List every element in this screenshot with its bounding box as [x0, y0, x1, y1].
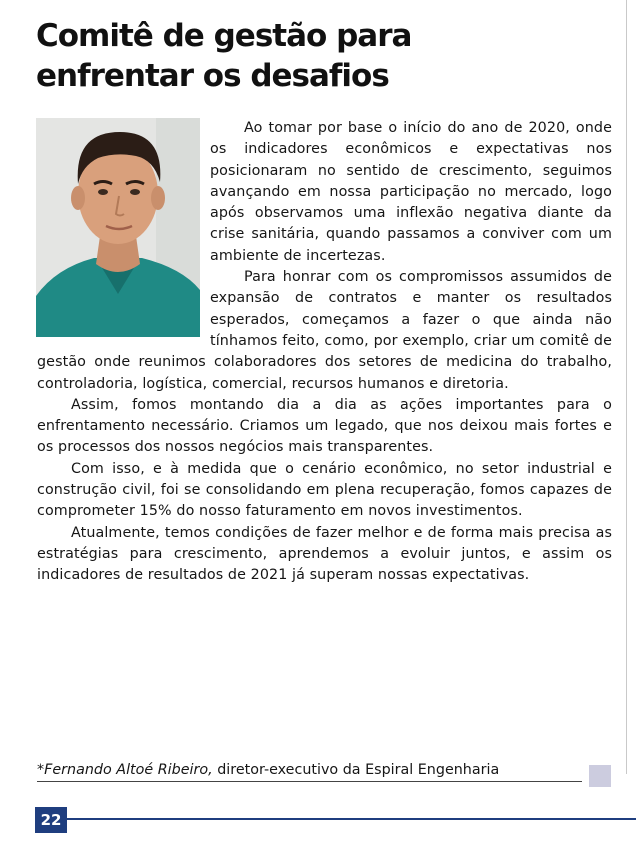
author-name: *Fernando Altoé Ribeiro, [37, 762, 213, 778]
author-role: diretor-executivo da Espiral Engenharia [212, 762, 500, 778]
title-line-2: enfrentar os desafios [36, 58, 389, 94]
footer-rule [67, 818, 636, 820]
right-margin-rule [626, 0, 627, 774]
title-line-1: Comitê de gestão para [36, 18, 412, 54]
article-body [37, 118, 612, 587]
page-number: 22 [35, 807, 67, 833]
paragraph-5: Atualmente, temos condições de fazer melhor e de forma mais precisa as estratégias para crescimento, aprendemos a evoluir juntos, e assim os indicadores de resultados de 2021 já superam nossas expectativas. [37, 524, 612, 584]
signature-underline [37, 781, 582, 782]
photo-wrap-spacer [37, 118, 210, 340]
paragraph-3: Assim, fomos montando dia a dia as ações importantes para o enfrentamento necessário. Criamos um legado, que nos deixou mais fortes e os processos dos nossos negócios mais transparentes. [37, 396, 612, 456]
paragraph-2: Para honrar com os compromissos assumidos de expansão de contratos e manter os resultados esperados, começamos a fazer o que ainda não tínhamos feito, como, por exemplo, criar um comitê de gestão onde reunimos colaboradores dos setores de medicina do trabalho, controladoria, logística, comercial, recursos humanos e diretoria. [37, 269, 612, 392]
decorative-corner-square [589, 765, 611, 787]
paragraph-1: Ao tomar por base o início do ano de 2020, onde os indicadores econômicos e expectativas nos posicionaram no sentido de crescimento, seguimos avançando em nossa participação no mercado, logo após observamos uma inflexão negativa diante da crise sanitária, quando passamos a conviver com um ambiente de incertezas. [210, 120, 612, 264]
article-title [36, 16, 596, 96]
paragraph-4: Com isso, e à medida que o cenário econômico, no setor industrial e construção civil, foi se consolidando em plena recuperação, fomos capazes de comprometer 15% do nosso faturamento em novos investimentos. [37, 460, 612, 520]
author-signature [37, 760, 597, 780]
